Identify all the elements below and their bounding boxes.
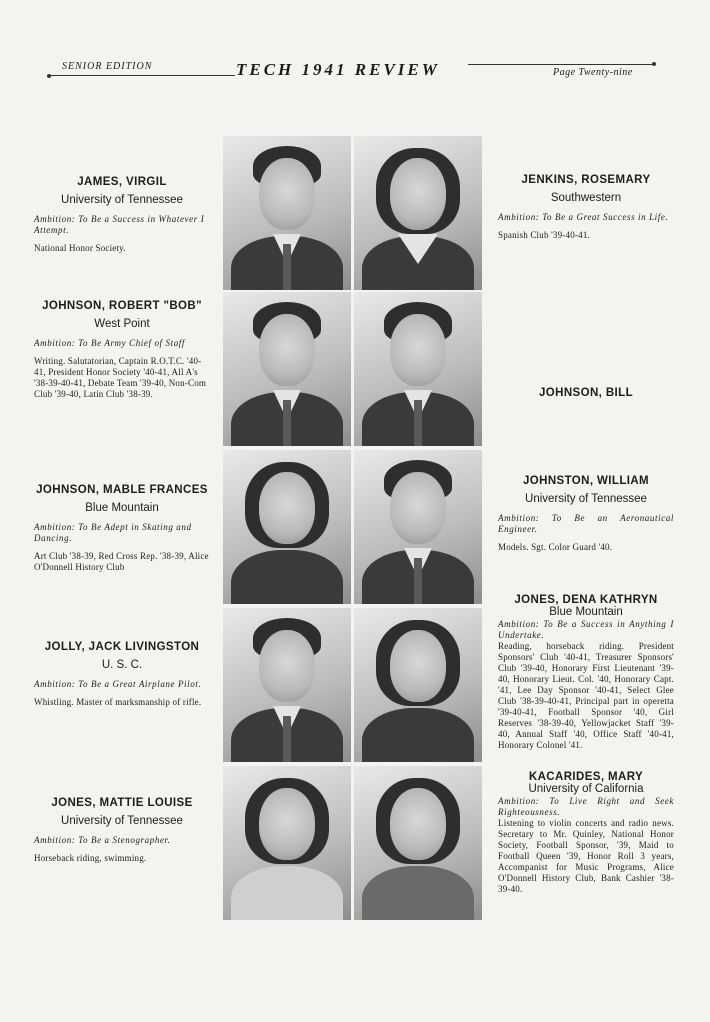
portrait-johnson-bill [354,292,482,446]
student-school: Southwestern [550,192,622,204]
student-name: JOHNSON, MABLE FRANCES [36,484,208,496]
portrait-jolly-jack [223,608,351,762]
student-entry [498,174,674,241]
student-activities: Writing. Salutatorian, Captain R.O.T.C. '40-41, President Honor Society '40-41, All A's '38-39-40-41, Debate Team '39-40, Non-Com Club '39-40, Latin Club '38-39. [34,356,207,399]
student-ambition: Ambition: To Be a Great Success in Life. [498,212,669,222]
student-activities: National Honor Society. [34,243,126,253]
student-school: West Point [94,318,150,330]
student-name: JOHNSTON, WILLIAM [522,475,650,487]
student-ambition: Ambition: To Be an Aeronautical Engineer. [498,513,674,534]
student-school: University of Tennessee [525,493,647,505]
student-name: JAMES, VIRGIL [77,176,167,188]
student-school: University of Tennessee [61,815,183,827]
student-school: U. S. C. [101,659,143,671]
student-school: Blue Mountain [85,502,159,514]
student-ambition: Ambition: To Be a Great Airplane Pilot. [34,679,202,689]
student-name: JENKINS, ROSEMARY [521,174,651,186]
student-entry [34,797,210,864]
student-name: JOHNSON, ROBERT "BOB" [42,300,202,312]
header-rule-left [49,75,235,76]
student-activities: Spanish Club '39-40-41. [498,230,590,240]
student-name: JONES, MATTIE LOUISE [51,797,193,809]
student-name: KACARIDES, MARY [528,771,644,783]
portrait-jenkins-rosemary [354,136,482,290]
student-school: University of Tennessee [61,194,183,206]
student-ambition: Ambition: To Be a Stenographer. [34,835,171,845]
student-activities: Whistling. Master of marksmanship of rifle. [34,697,202,707]
portrait-james-virgil [223,136,351,290]
student-name: JOHNSON, BILL [538,387,633,399]
portrait-jones-mattie [223,766,351,920]
student-activities: Art Club '38-39, Red Cross Rep. '38-39, Alice O'Donnell History Club [34,551,209,572]
student-school: Blue Mountain [549,606,623,618]
student-name: JONES, DENA KATHRYN [514,594,658,606]
student-ambition: Ambition: To Live Right and Seek Righteousness. [498,796,674,817]
student-entry [498,771,674,895]
student-ambition: Ambition: To Be Adept in Skating and Dancing. [34,522,192,543]
student-activities: Listening to violin concerts and radio news. Secretary to Mr. Quinley, National Honor Society, Football Sponsor, '39, Maid to Football Queen '39, Honor Roll 3 years, Accompanist for Music Programs, Alice O'Donnell History Club, Bank Cashier '38-39-40. [498,818,674,894]
student-ambition: Ambition: To Be a Success in Anything I Undertake. [498,619,674,640]
portrait-kacarides-mary [354,766,482,920]
student-ambition: Ambition: To Be a Success in Whatever I Attempt. [34,214,205,235]
header-page-number: Page Twenty-nine [553,67,633,78]
student-entry [34,176,210,254]
student-entry [34,300,210,400]
header-rule-right [468,64,654,65]
student-ambition: Ambition: To Be Army Chief of Staff [34,338,185,348]
student-name: JOLLY, JACK LIVINGSTON [44,641,200,653]
student-activities: Horseback riding, swimming. [34,853,147,863]
header-edition: SENIOR EDITION [62,61,153,72]
portrait-johnson-mable [223,450,351,604]
student-entry [498,594,674,751]
portrait-jones-dena [354,608,482,762]
header-ornament-right [652,62,656,66]
student-school: University of California [528,783,644,795]
portrait-johnston-william [354,450,482,604]
student-entry [498,475,674,553]
student-activities: Reading, horseback riding. President Sponsors' Club '40-41, Treasurer Sponsors' Club '39-40, Honorary First Lieutenant '39-40, Honorary Lieut. Col. '40, Honorary Capt. '41, Lee Day Sponsor '40-41, Select Glee Club '38-39-40-41, Principal part in operetta '39-40-41, Football Sponsor '40, Girl Reserves '38-39-40, Yellowjacket Staff '39-40, Annual Staff '40, Office Staff '40-41, Honorary Colonel '41. [498,641,674,750]
student-entry [498,387,674,399]
student-entry [34,484,210,573]
student-entry [34,641,210,708]
student-activities: Models. Sgt. Color Guard '40. [498,542,613,552]
portrait-johnson-robert [223,292,351,446]
header-title: TECH 1941 REVIEW [236,60,440,79]
